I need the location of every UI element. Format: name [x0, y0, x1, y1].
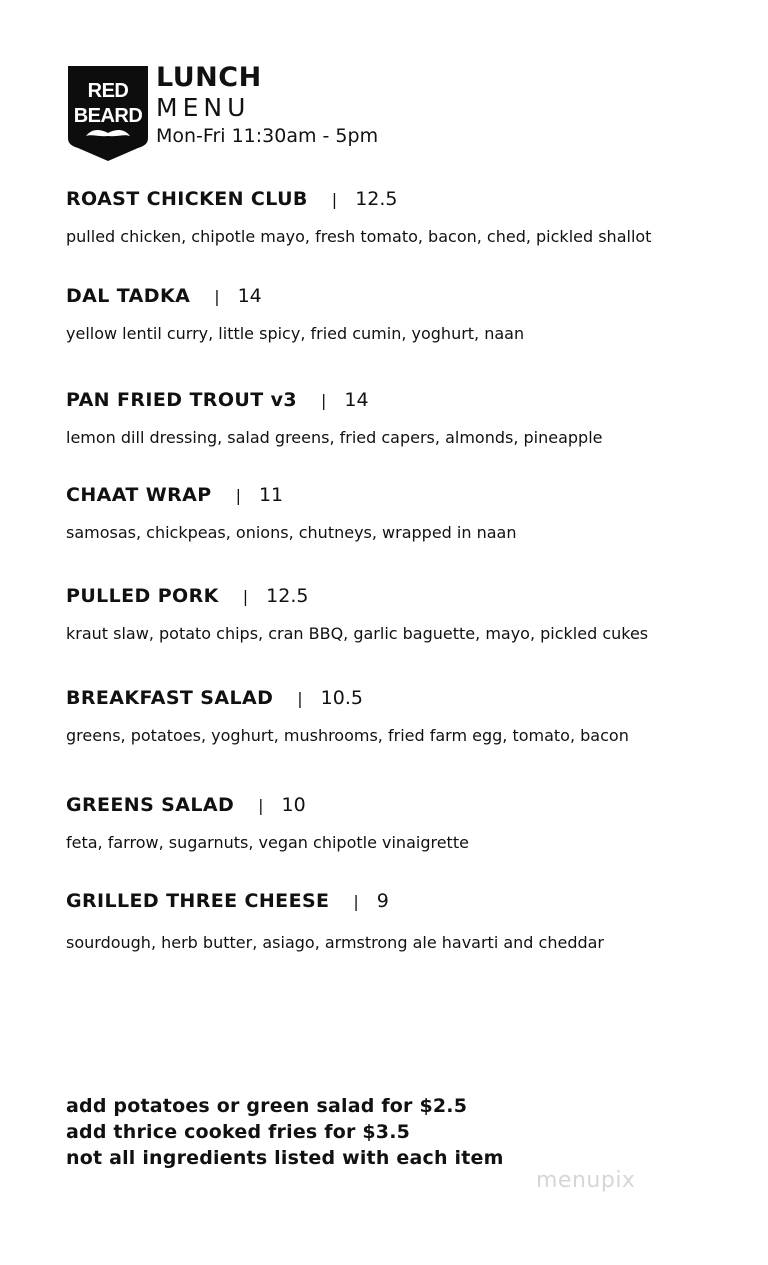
menu-title-block	[156, 62, 378, 149]
menu-subtitle: MENU	[156, 93, 251, 122]
item-description: greens, potatoes, yoghurt, mushrooms, fried farm egg, tomato, bacon	[66, 726, 629, 745]
menu-item	[66, 889, 726, 954]
item-separator: |	[331, 190, 338, 209]
item-name: PAN FRIED TROUT v3	[66, 389, 297, 411]
item-description: pulled chicken, chipotle mayo, fresh tomato, bacon, ched, pickled shallot	[66, 227, 652, 246]
item-separator: |	[214, 287, 220, 306]
menu-item	[66, 187, 726, 248]
item-separator: |	[242, 587, 249, 606]
menu-item	[66, 584, 726, 645]
item-separator: |	[321, 391, 327, 410]
item-description: samosas, chickpeas, onions, chutneys, wrapped in naan	[66, 523, 517, 542]
item-price: 11	[258, 484, 284, 506]
menu-hours: Mon-Fri 11:30am - 5pm	[156, 125, 379, 147]
item-price: 14	[237, 285, 262, 307]
item-price: 9	[376, 890, 389, 912]
watermark: menupix	[536, 1168, 636, 1193]
item-price: 10	[281, 794, 306, 816]
menu-item	[66, 284, 726, 345]
item-description: lemon dill dressing, salad greens, fried capers, almonds, pineapple	[66, 428, 603, 447]
item-separator: |	[235, 486, 241, 505]
menu-item	[66, 388, 726, 449]
item-name: BREAKFAST SALAD	[66, 687, 274, 709]
note-line: add potatoes or green salad for $2.5	[66, 1095, 468, 1117]
logo-text-red: RED	[87, 80, 129, 102]
item-name: GRILLED THREE CHEESE	[66, 890, 330, 912]
item-price: 10.5	[320, 687, 363, 709]
item-description: yellow lentil curry, little spicy, fried cumin, yoghurt, naan	[66, 324, 525, 343]
menu-item	[66, 793, 726, 854]
item-description: sourdough, herb butter, asiago, armstrong ale havarti and cheddar	[66, 933, 605, 952]
item-name: DAL TADKA	[66, 285, 191, 307]
menu-item	[66, 686, 726, 747]
item-description: feta, farrow, sugarnuts, vegan chipotle vinaigrette	[66, 833, 469, 852]
item-price: 12.5	[355, 188, 398, 210]
item-name: CHAAT WRAP	[66, 484, 212, 506]
item-separator: |	[258, 796, 264, 815]
menu-item	[66, 483, 726, 544]
item-name: GREENS SALAD	[66, 794, 235, 816]
item-name: PULLED PORK	[66, 585, 219, 607]
item-price: 14	[344, 389, 369, 411]
item-separator: |	[297, 689, 303, 708]
note-line: add thrice cooked fries for $3.5	[66, 1121, 411, 1143]
menu-notes	[66, 1093, 504, 1171]
menu-title: LUNCH	[156, 62, 262, 93]
note-line: not all ingredients listed with each item	[66, 1147, 504, 1169]
item-separator: |	[353, 892, 359, 911]
item-name: ROAST CHICKEN CLUB	[66, 188, 308, 210]
red-beard-logo	[68, 66, 148, 162]
item-description: kraut slaw, potato chips, cran BBQ, garlic baguette, mayo, pickled cukes	[66, 624, 649, 643]
logo-text-beard: BEARD	[73, 105, 143, 127]
item-price: 12.5	[266, 585, 309, 607]
